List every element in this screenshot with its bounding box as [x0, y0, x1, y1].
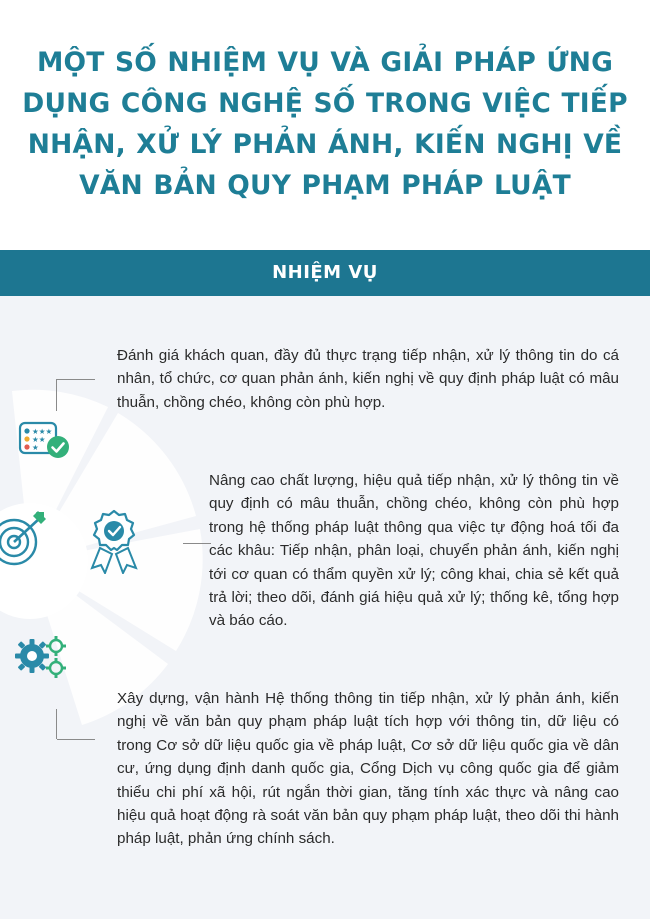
tasks-panel: [0, 296, 650, 919]
award-badge-icon: [86, 508, 142, 574]
target-arrow-icon: [0, 508, 48, 570]
section-heading: NHIỆM VỤ: [272, 262, 378, 283]
page-title: MỘT SỐ NHIỆM VỤ VÀ GIẢI PHÁP ỨNG DỤNG CÔNG NGHỆ SỐ TRONG VIỆC TIẾP NHẬN, XỬ LÝ PHẢN ÁNH, KIẾN NGHỊ VỀ VĂN BẢN QUY PHẠM PHÁP LUẬT: [22, 47, 628, 201]
task-item-1-text: Đánh giá khách quan, đầy đủ thực trạng tiếp nhận, xử lý thông tin do cá nhân, tổ chức, cơ quan phản ánh, kiến nghị về quy định pháp luật có mâu thuẫn, chồng chéo, không còn phù hợp.: [117, 347, 619, 411]
connector-line-3: [56, 709, 57, 739]
section-banner: [0, 250, 650, 296]
rating-checklist-icon: [18, 420, 72, 462]
connector-line-1: [56, 379, 57, 411]
gears-icon: [14, 632, 68, 680]
svg-text:★★: ★★: [32, 435, 46, 444]
task-item-3-text: Xây dựng, vận hành Hệ thống thông tin tiếp nhận, xử lý phản ánh, kiến nghị về văn bản quy phạm pháp luật tích hợp với thông tin, dữ liệu có trong Cơ sở dữ liệu quốc gia về pháp luật, Cơ sở dữ liệu quốc gia về dân cư, ứng dụng định danh quốc gia, Cổng Dịch vụ công quốc gia để giảm thiểu chi phí xã hội, rút ngắn thời gian, tăng tính xác thực và nâng cao hiệu quả hoạt động rà soát văn bản quy phạm pháp luật, theo dõi thi hành pháp luật, phản ứng chính sách.: [117, 690, 619, 848]
task-item-2-text: Nâng cao chất lượng, hiệu quả tiếp nhận, xử lý thông tin về quy định có mâu thuẫn, chồng chéo, không còn phù hợp trong hệ thống pháp luật thông qua việc tự động hoá tối đa các khâu: Tiếp nhận, phân loại, chuyển phản ánh, kiến nghị tới cơ quan có thẩm quyền xử lý; công khai, chia sẻ kết quả trả lời; theo dõi, đánh giá hiệu quả xử lý; thống kê, tổng hợp và báo cáo.: [209, 472, 619, 630]
svg-text:★★★: ★★★: [32, 427, 53, 436]
svg-text:★: ★: [32, 443, 39, 452]
